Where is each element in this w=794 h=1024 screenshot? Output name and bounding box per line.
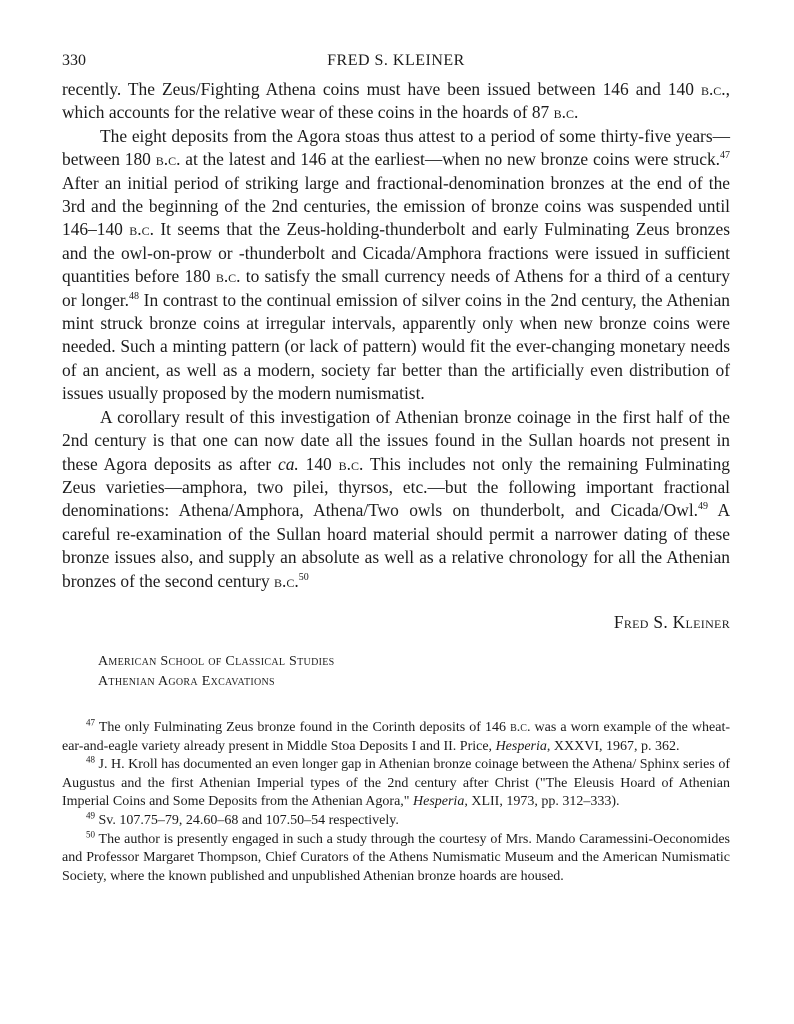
era-abbrev: b.c. <box>155 149 181 170</box>
article-body <box>62 78 730 593</box>
text-run: at the latest and 146 at the earliest—when no new bronze coins were struck. <box>180 149 720 170</box>
text-run: After an initial period of striking large and fractional-denomination bronzes at the end of the 3rd and the beginning of the 2nd centuries, the emission of bronze coins was suspended until 146–140 <box>62 172 730 240</box>
page <box>62 48 730 886</box>
circa-abbrev: ca. <box>278 453 299 474</box>
footnote-ref-49[interactable]: 49 <box>698 501 709 513</box>
footnote-ref-50[interactable]: 50 <box>298 571 309 583</box>
text-run: The only Fulminating Zeus bronze found in the Corinth deposits of 146 <box>95 719 511 735</box>
paragraph-1 <box>62 78 730 125</box>
text-run: , XLII, 1973, pp. 312–333). <box>464 794 620 810</box>
text-run: was a worn example of the wheat-ear-and-eagle variety already present in Middle Stoa Deposits I and II. Price, <box>62 719 731 754</box>
footnote-50 <box>62 828 730 887</box>
footnote-number: 50 <box>86 828 95 839</box>
text-run: In contrast to the continual emission of silver coins in the 2nd century, the Athenian mint struck bronze coins at irregular intervals, apparently only when new bronze coins were needed. Such a minting pattern (or lack of pattern) would fit the ever-changing monetary needs of an ancient, as well as a modern, society far better than the artificially even distribution of issues usually proposed by the modern numismatist. <box>62 289 730 404</box>
footnote-number: 47 <box>86 717 95 728</box>
footnote-ref-48[interactable]: 48 <box>128 290 139 302</box>
journal-title: Hesperia <box>413 794 465 810</box>
author-affiliation <box>62 652 730 692</box>
footnote-number: 48 <box>86 754 95 765</box>
page-header <box>62 48 730 78</box>
era-abbrev: b.c. <box>700 79 726 99</box>
text-run: Sv. 107.75–79, 24.60–68 and 107.50–54 respectively. <box>95 812 399 828</box>
era-abbrev: b.c. <box>215 266 241 287</box>
author-signature: Fred S. Kleiner <box>613 611 730 632</box>
text-run: The eight deposits from the Agora stoas thus attest to a period of some thirty-five years—between 180 <box>62 125 730 170</box>
footnotes <box>62 719 730 886</box>
affiliation-line-2: Athenian Agora Excavations <box>98 673 275 689</box>
text-run: recently. The Zeus/Fighting Athena coins must have been issued between 146 and 140 <box>62 79 701 99</box>
text-run: , XXXVI, 1967, p. 362. <box>546 738 680 754</box>
era-abbrev: b.c. <box>274 570 299 591</box>
text-run: A careful re-examination of the Sullan hoard material should permit a narrower dating of these bronze issues also, and supply an absolute as well as a relative chronology for all the Athenian bronzes of the second century <box>62 500 731 591</box>
text-run: The author is presently engaged in such a study through the courtesy of Mrs. Mando Caramessini-Oeconomides and Professor Margaret Thompson, Chief Curators of the Athens Numismatic Museum and the American Numismatic Society, where the known published and unpublished Athenian bronze hoards are housed. <box>62 831 730 884</box>
era-abbrev: b.c. <box>129 219 154 240</box>
text-run: A corollary result of this investigation of Athenian bronze coinage in the first half of the 2nd century is that one can now date all the issues found in the Sullan hoards not present in these Agora deposits as after <box>62 406 730 474</box>
text-run: to satisfy the small currency needs of Athens for a third of a century or longer. <box>62 266 730 310</box>
footnote-47 <box>62 719 730 756</box>
affiliation-line-1: American School of Classical Studies <box>98 653 335 669</box>
text-run: J. H. Kroll has documented an even longer gap in Athenian bronze coinage between the Athena/ Sphinx series of Augustus and the first Athenian Imperial types of the 2nd century after Christ ("The Eleusis Hoard of Athenian Imperial Coins and Some Deposits from the Athenian Agora," <box>62 757 730 810</box>
paragraph-3 <box>62 406 730 593</box>
era-abbrev: b.c. <box>553 102 579 123</box>
text-run: This includes not only the remaining Fulminating Zeus varieties—amphora, two pilei, thyrsos, etc.—but the following important fractional denominations: Athena/Amphora, Athena/Two owls on thunderbolt, and Cicada/Owl. <box>62 453 730 521</box>
era-abbrev: b.c. <box>510 719 531 735</box>
journal-title: Hesperia <box>495 738 547 754</box>
footnote-49 <box>62 812 730 831</box>
footnote-ref-47[interactable]: 47 <box>720 150 730 162</box>
page-number: 330 <box>62 52 86 69</box>
text-run: 140 <box>298 453 339 474</box>
text-run: , which accounts for the relative wear of these coins in the hoards of 87 <box>62 79 730 123</box>
paragraph-2 <box>62 125 730 406</box>
footnote-number: 49 <box>86 810 95 821</box>
text-run: It seems that the Zeus-holding-thunderbolt and early Fulminating Zeus bronzes and the owl-on-prow or -thunderbolt and Cicada/Amphora fractions were issued in sufficient quantities before 180 <box>62 219 731 287</box>
footnote-48 <box>62 756 730 812</box>
running-head: FRED S. KLEINER <box>327 52 465 69</box>
era-abbrev: b.c. <box>338 453 364 474</box>
